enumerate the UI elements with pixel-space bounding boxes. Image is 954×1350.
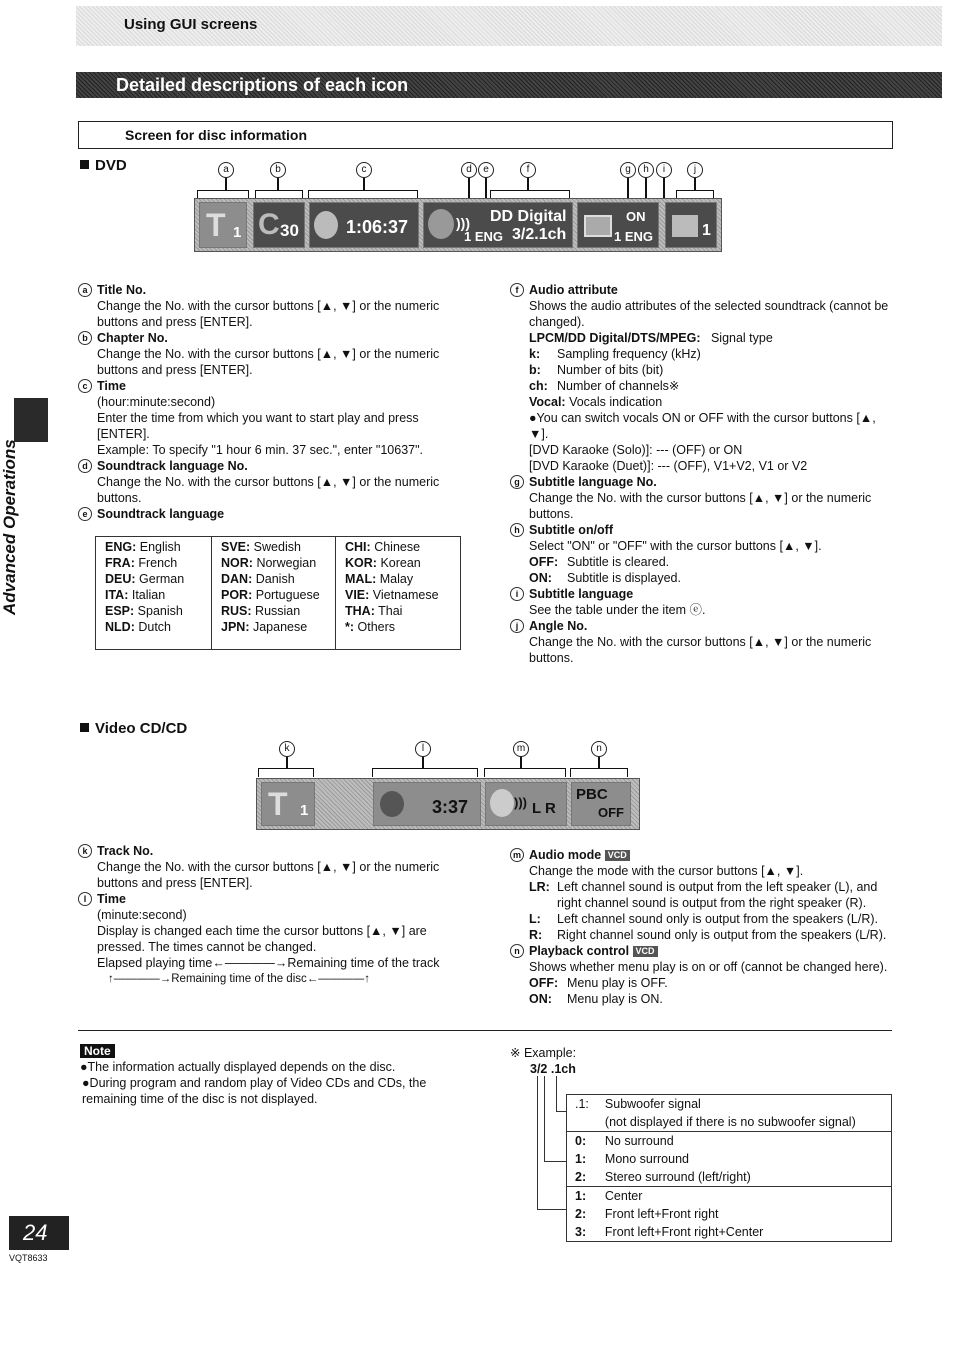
lang-code: CHI: (345, 540, 371, 554)
lang-code: DEU: (105, 572, 136, 586)
karaoke-duet: [DVD Karaoke (Duet)]: --- (OFF), V1+V2, V1 or V2 (529, 459, 808, 473)
item-i-desc: See the table under the item ⓔ. (529, 603, 706, 617)
item-c-desc-3: Example: To specify "1 hour 6 min. 37 sec.", enter "10637". (97, 443, 424, 457)
ch-val: Number of channels※ (557, 379, 680, 393)
item-d-letter: d (78, 459, 92, 473)
item-f-letter: f (510, 283, 524, 297)
table-row (96, 537, 461, 650)
model-number: VQT8633 (9, 1253, 48, 1263)
item-a-desc: Change the No. with the cursor buttons [▲, ▼] or the numeric buttons and press [ENTER]. (97, 299, 440, 329)
ex-val: (not displayed if there is no subwoofer signal) (604, 1115, 856, 1129)
ex-key: 1: (575, 1152, 587, 1166)
osd-subtitle-state: ON (626, 209, 646, 224)
lang-code: ENG: (105, 540, 137, 554)
osd-time: 1:06:37 (346, 217, 409, 237)
callout-a: a (218, 162, 234, 178)
item-g (510, 474, 896, 522)
osd-chapter-segment (253, 202, 305, 248)
item-l-desc-2: Display is changed each time the cursor buttons [▲, ▼] are pressed. The times cannot be changed. (97, 924, 427, 954)
osd-angle-segment (665, 202, 717, 248)
osd-audio-mode-segment (485, 782, 567, 826)
side-vertical-label: Advanced Operations (0, 439, 19, 615)
callout-j: j (687, 162, 703, 178)
lang-name: Others (357, 620, 396, 634)
section-title-bar (76, 72, 942, 98)
ex-val: No surround (604, 1134, 674, 1148)
callout-e: e (478, 162, 494, 178)
item-b-desc: Change the No. with the cursor buttons [▲, ▼] or the numeric buttons and press [ENTER]. (97, 347, 440, 377)
lang-name: Chinese (374, 540, 421, 554)
ch-key: ch: (529, 379, 548, 393)
karaoke-solo: [DVD Karaoke (Solo)]: --- (OFF) or ON (529, 443, 743, 457)
osd-angle-no: 1 (702, 222, 711, 239)
off-key: OFF: (529, 555, 559, 569)
osd-time-segment (309, 202, 419, 248)
item-i (510, 586, 896, 618)
item-k-title: Track No. (97, 844, 154, 858)
item-i-title: Subtitle language (529, 587, 634, 601)
osd-track-no: 1 (300, 802, 309, 819)
table-row (567, 1205, 891, 1223)
callout-n: n (591, 741, 607, 757)
item-c (78, 378, 466, 458)
osd-audio-lang: 1 ENG (464, 229, 504, 244)
item-l-desc-1: (minute:second) (97, 908, 187, 922)
lang-code: ITA: (105, 588, 129, 602)
item-l-desc-4: ↑————→Remaining time of the disc←————↑ (108, 973, 371, 985)
lang-name: Dutch (138, 620, 171, 634)
item-c-title: Time (97, 379, 126, 393)
callout-d: d (461, 162, 477, 178)
on-key: ON: (529, 571, 552, 585)
osd-track-letter: T (268, 786, 288, 822)
item-f-title: Audio attribute (529, 283, 618, 297)
vocal-key: Vocal: (529, 395, 566, 409)
item-k-desc: Change the No. with the cursor buttons [▲, ▼] or the numeric buttons and press [ENTER]. (97, 860, 440, 890)
item-f-intro: Shows the audio attributes of the selected soundtrack (cannot be changed). (529, 299, 889, 329)
item-h-letter: h (510, 523, 524, 537)
osd-audio-channels: 3/2.1ch (512, 226, 567, 243)
example-table (566, 1094, 892, 1242)
lang-name: Danish (255, 572, 295, 586)
item-a-letter: a (78, 283, 92, 297)
l-key: L: (529, 912, 541, 926)
lang-name: French (138, 556, 178, 570)
lang-name: Malay (379, 572, 414, 586)
ex-key: 3: (575, 1225, 587, 1239)
item-n-desc: Shows whether menu play is on or off (cannot be changed here). (529, 960, 888, 974)
item-m (510, 847, 896, 943)
ex-val: Front left+Front right+Center (604, 1225, 764, 1239)
callout-g: g (620, 162, 636, 178)
sound-waves-icon: ))) (514, 795, 527, 810)
dvd-items-left (78, 282, 466, 522)
osd-vcd-time-segment (373, 782, 481, 826)
dvd-heading (80, 158, 127, 174)
osd-audio-mode: L R (532, 800, 556, 817)
dvd-osd-bar (194, 198, 722, 252)
disc-icon (380, 791, 404, 817)
callout-b: b (270, 162, 286, 178)
item-d (78, 458, 466, 506)
lang-name: Korean (380, 556, 421, 570)
vocal-bullet: ●You can switch vocals ON or OFF with the cursor buttons [▲, ▼]. (529, 411, 876, 441)
callout-m: m (513, 741, 529, 757)
lang-name: Thai (378, 604, 403, 618)
k-key: k: (529, 347, 541, 361)
ex-key: 0: (575, 1134, 587, 1148)
ex-key: 2: (575, 1207, 587, 1221)
item-e-title: Soundtrack language (97, 507, 225, 521)
item-m-desc: Change the mode with the cursor buttons [▲, ▼]. (529, 864, 804, 878)
item-b-letter: b (78, 331, 92, 345)
lang-code: NOR: (221, 556, 253, 570)
language-table (95, 536, 461, 650)
ex-key: .1: (575, 1097, 589, 1111)
on-val: Subtitle is displayed. (567, 571, 681, 585)
square-bullet-icon (80, 160, 89, 169)
lang-code: *: (345, 620, 355, 634)
lang-code: DAN: (221, 572, 253, 586)
lang-name: Italian (131, 588, 166, 602)
lang-code: KOR: (345, 556, 377, 570)
pbc-on-key: ON: (529, 992, 552, 1006)
osd-subtitle-lang: 1 ENG (614, 229, 654, 244)
item-l (78, 891, 466, 987)
item-l-title: Time (97, 892, 126, 906)
item-h (510, 522, 896, 586)
lang-code: NLD: (105, 620, 135, 634)
ex-key (567, 1113, 597, 1132)
dvd-heading-text: DVD (95, 157, 127, 174)
speaker-head-icon (490, 789, 514, 817)
osd-title-no: 1 (233, 224, 242, 241)
item-a (78, 282, 466, 330)
item-h-desc: Select "ON" or "OFF" with the cursor buttons [▲, ▼]. (529, 539, 822, 553)
dvd-items-right (510, 282, 896, 666)
callout-c: c (356, 162, 372, 178)
r-key: R: (529, 928, 543, 942)
lang-name: Spanish (137, 604, 183, 618)
osd-chapter-letter: C (258, 208, 280, 241)
callout-i: i (656, 162, 672, 178)
item-l-letter: l (78, 892, 92, 906)
subhead-box (78, 121, 893, 149)
lang-name: Japanese (252, 620, 308, 634)
lang-code: MAL: (345, 572, 377, 586)
pbc-on-val: Menu play is ON. (567, 992, 663, 1006)
off-val: Subtitle is cleared. (567, 555, 670, 569)
vcd-items-right (510, 847, 896, 1007)
ex-val: Mono surround (604, 1152, 689, 1166)
osd-pbc-label: PBC (576, 786, 608, 803)
lang-name: Portuguese (255, 588, 320, 602)
lang-code: FRA: (105, 556, 135, 570)
item-m-title: Audio mode (529, 848, 602, 862)
lang-name: Vietnamese (372, 588, 439, 602)
k-val: Sampling frequency (kHz) (557, 347, 701, 361)
r-val: Right channel sound only is output from the speakers (L/R). (557, 928, 887, 942)
item-n-letter: n (510, 944, 524, 958)
callout-f: f (520, 162, 536, 178)
lang-name: Swedish (253, 540, 301, 554)
vcd-tag: VCD (605, 850, 630, 861)
item-d-title: Soundtrack language No. (97, 459, 248, 473)
lang-code: SVE: (221, 540, 251, 554)
l-val: Left channel sound only is output from the speakers (L/R). (557, 912, 879, 926)
vcd-osd-bar (256, 778, 640, 830)
lang-code: ESP: (105, 604, 135, 618)
vcd-items-left (78, 843, 466, 987)
vocal-val: Vocals indication (569, 395, 663, 409)
example-label: ※ Example: (510, 1046, 577, 1060)
osd-chapter-no: 30 (280, 221, 299, 240)
lang-code: VIE: (345, 588, 370, 602)
square-bullet-icon (80, 723, 89, 732)
signal-key: LPCM/DD Digital/DTS/MPEG: (529, 331, 701, 345)
side-tab (14, 398, 48, 442)
note-tag: Note (80, 1044, 115, 1058)
pbc-off-val: Menu play is OFF. (567, 976, 668, 990)
item-j (510, 618, 896, 666)
item-g-letter: g (510, 475, 524, 489)
item-k (78, 843, 466, 891)
item-l-desc-3: Elapsed playing time←————→Remaining time of the track (97, 956, 440, 970)
table-row (567, 1095, 891, 1113)
table-row (567, 1132, 891, 1151)
table-row (567, 1187, 891, 1206)
ex-key: 1: (575, 1189, 587, 1203)
item-f (510, 282, 896, 474)
b-val: Number of bits (bit) (557, 363, 664, 377)
osd-subtitle-segment (577, 202, 659, 248)
band-title: Using GUI screens (124, 16, 258, 33)
note-bullet-1: ●The information actually displayed depends on the disc. (80, 1060, 396, 1074)
lang-name: Russian (255, 604, 301, 618)
lang-name: German (139, 572, 185, 586)
callout-k: k (279, 741, 295, 757)
ex-val: Subwoofer signal (604, 1097, 701, 1111)
item-e-letter: e (78, 507, 92, 521)
pbc-off-key: OFF: (529, 976, 559, 990)
note-block (80, 1043, 460, 1107)
item-n (510, 943, 896, 1007)
item-b (78, 330, 466, 378)
ex-val: Center (604, 1189, 643, 1203)
ex-val: Stereo surround (left/right) (604, 1170, 751, 1184)
osd-title-letter: T (206, 207, 226, 243)
vcd-heading-text: Video CD/CD (95, 720, 188, 737)
subtitle-screen-icon (584, 215, 612, 237)
subhead-title: Screen for disc information (125, 127, 308, 143)
lang-code: POR: (221, 588, 253, 602)
table-row (567, 1168, 891, 1187)
item-j-title: Angle No. (529, 619, 588, 633)
table-row (567, 1223, 891, 1241)
osd-track-segment (261, 782, 315, 826)
item-b-title: Chapter No. (97, 331, 168, 345)
sound-waves-icon: ))) (456, 215, 470, 231)
item-j-letter: j (510, 619, 524, 633)
lr-val: Left channel sound is output from the left speaker (L), and right channel sound is output from the right speaker (R). (557, 880, 878, 910)
callout-l: l (415, 741, 431, 757)
item-g-title: Subtitle language No. (529, 475, 657, 489)
signal-val: Signal type (710, 331, 773, 345)
example-code: 3/2 .1ch (530, 1062, 576, 1076)
osd-pbc-segment (571, 782, 631, 826)
callout-h: h (638, 162, 654, 178)
ex-val: Front left+Front right (604, 1207, 719, 1221)
speaker-head-icon (428, 209, 454, 239)
lang-name: English (139, 540, 181, 554)
item-e (78, 506, 466, 522)
lang-name: Norwegian (256, 556, 317, 570)
page-number: 24 (9, 1216, 69, 1250)
b-key: b: (529, 363, 541, 377)
item-g-desc: Change the No. with the cursor buttons [▲, ▼] or the numeric buttons. (529, 491, 872, 521)
osd-pbc-state: OFF (598, 805, 624, 820)
table-row (567, 1150, 891, 1168)
item-h-title: Subtitle on/off (529, 523, 614, 537)
osd-audio-segment (423, 202, 573, 248)
divider (78, 1030, 892, 1031)
lang-code: JPN: (221, 620, 250, 634)
item-m-letter: m (510, 848, 524, 862)
item-a-title: Title No. (97, 283, 147, 297)
note-bullet-2: ●During program and random play of Video CDs and CDs, the remaining time of the disc is not displayed. (82, 1076, 427, 1106)
item-c-desc-2: Enter the time from which you want to start play and press [ENTER]. (97, 411, 419, 441)
item-c-desc-1: (hour:minute:second) (97, 395, 216, 409)
osd-vcd-time: 3:37 (432, 797, 469, 817)
table-row (567, 1113, 891, 1132)
header-band (76, 6, 942, 46)
lang-code: RUS: (221, 604, 252, 618)
lang-code: THA: (345, 604, 375, 618)
item-i-letter: i (510, 587, 524, 601)
camera-icon (672, 215, 698, 237)
section-title: Detailed descriptions of each icon (116, 75, 409, 95)
item-c-letter: c (78, 379, 92, 393)
item-d-desc: Change the No. with the cursor buttons [▲, ▼] or the numeric buttons. (97, 475, 440, 505)
vcd-tag: VCD (633, 946, 658, 957)
lr-key: LR: (529, 880, 550, 894)
disc-icon (314, 211, 338, 239)
item-n-title: Playback control (529, 944, 630, 958)
osd-title-segment (199, 202, 247, 248)
osd-audio-format: DD Digital (490, 208, 567, 225)
vcd-heading (80, 721, 187, 737)
ex-key: 2: (575, 1170, 587, 1184)
item-k-letter: k (78, 844, 92, 858)
item-j-desc: Change the No. with the cursor buttons [▲, ▼] or the numeric buttons. (529, 635, 872, 665)
